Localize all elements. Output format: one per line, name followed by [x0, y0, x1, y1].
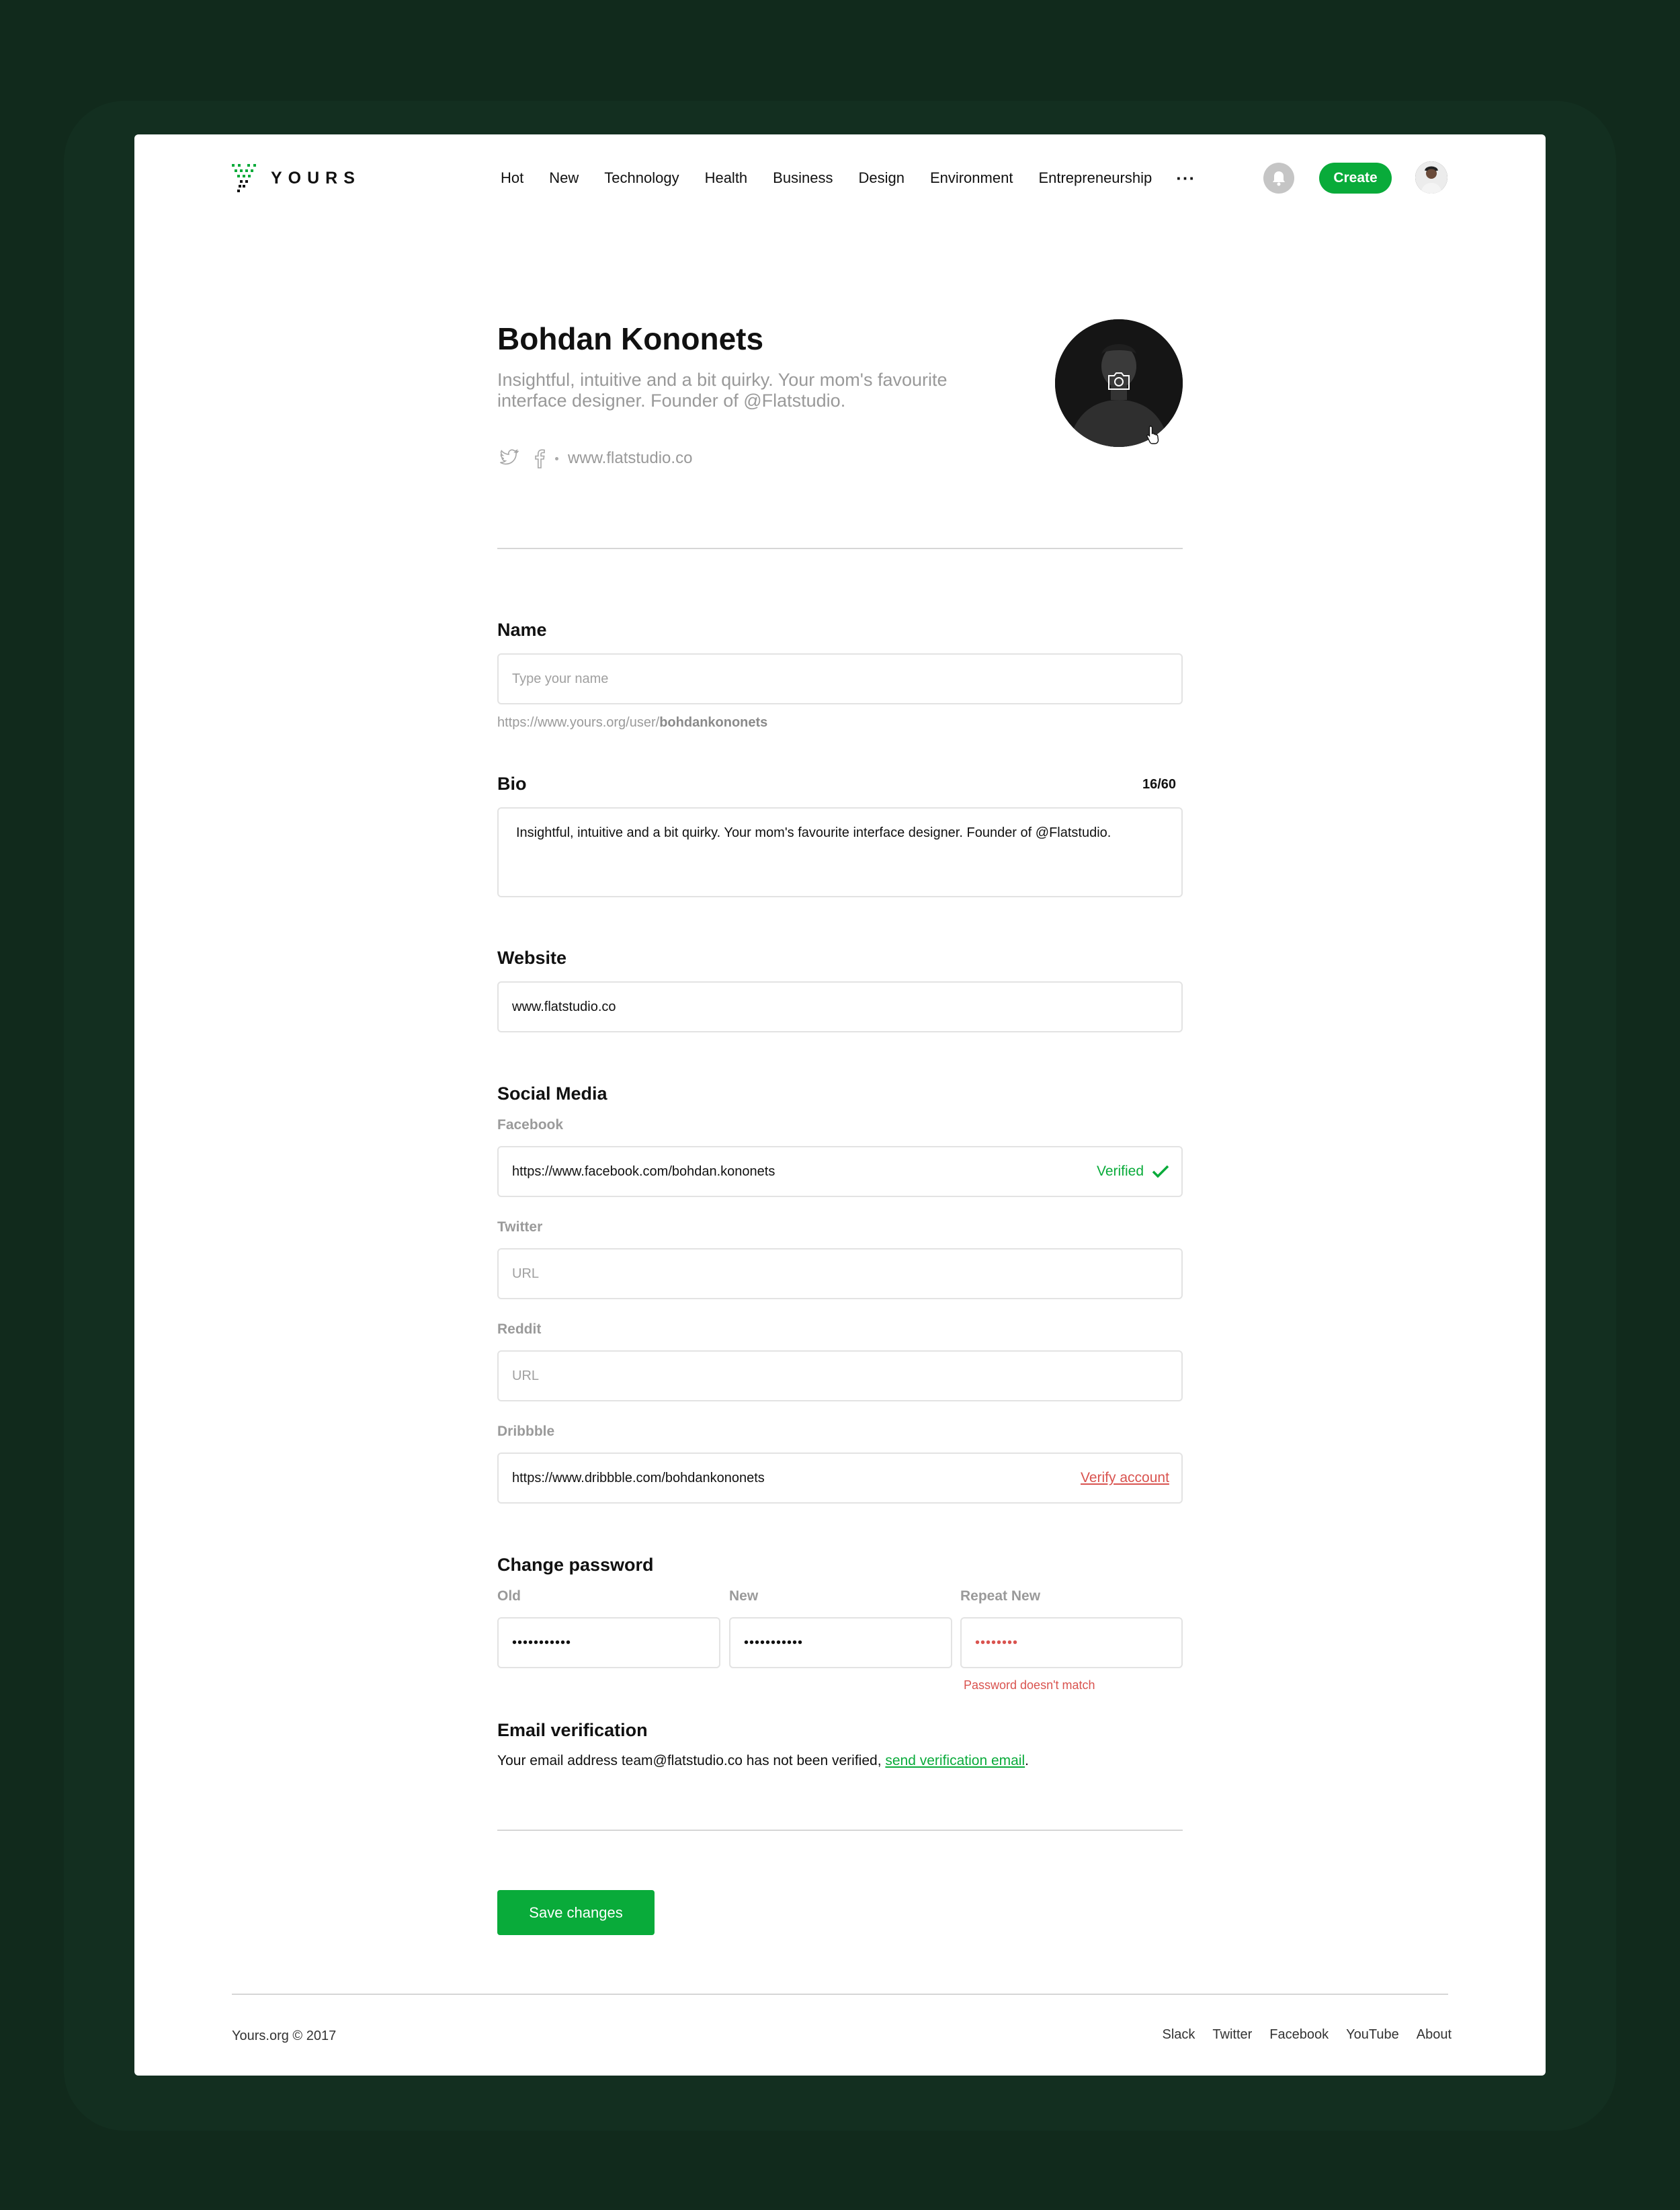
bio-character-counter: 16/60 — [1142, 777, 1177, 792]
repeat-password-value: •••••••• — [975, 1635, 1019, 1650]
footer-link-about[interactable]: About — [1416, 2027, 1452, 2042]
profile-website-link[interactable]: www.flatstudio.co — [568, 449, 693, 467]
dribbble-url-input[interactable] — [497, 1452, 1183, 1504]
profile-url-prefix: https://www.yours.org/user/ — [497, 715, 660, 730]
nav-item-environment[interactable]: Environment — [929, 169, 1013, 186]
profile-name: Bohdan Kononets — [497, 321, 764, 356]
settings-card — [134, 134, 1546, 2076]
camera-icon[interactable] — [1107, 371, 1131, 391]
nav-item-hot[interactable]: Hot — [501, 169, 524, 186]
create-button[interactable]: Create — [1319, 163, 1392, 194]
footer-links — [1144, 2027, 1452, 2043]
nav-item-entrepreneurship[interactable]: Entrepreneurship — [1038, 169, 1152, 186]
logo[interactable] — [232, 163, 361, 194]
website-input[interactable] — [497, 981, 1183, 1032]
repeat-password-label: Repeat New — [960, 1588, 1041, 1604]
facebook-url-input[interactable] — [497, 1146, 1183, 1197]
send-verification-email-link[interactable]: send verification email — [885, 1753, 1025, 1768]
top-navigation — [134, 134, 1546, 222]
yours-logo-icon — [232, 164, 256, 192]
profile-bio: Insightful, intuitive and a bit quirky. Your mom's favourite interface designer. Founder of @Flatstudio. — [497, 370, 948, 411]
password-mismatch-error: Password doesn't match — [964, 1678, 1095, 1692]
brand-name: YOURS — [271, 168, 361, 188]
social-media-label: Social Media — [497, 1083, 607, 1104]
facebook-verified-badge — [1097, 1163, 1169, 1180]
separator-dot — [555, 457, 558, 460]
new-password-label: New — [729, 1588, 759, 1604]
cursor-hand-icon — [1146, 425, 1162, 445]
profile-divider — [497, 548, 1183, 549]
old-password-label: Old — [497, 1588, 521, 1604]
facebook-icon[interactable] — [531, 448, 548, 468]
footer-link-slack[interactable]: Slack — [1162, 2027, 1195, 2042]
profile-url-hint — [497, 715, 767, 731]
nav-item-business[interactable]: Business — [773, 169, 833, 186]
profile-url-slug: bohdankononets — [659, 715, 768, 730]
more-menu-icon[interactable]: ··· — [1176, 168, 1196, 188]
notifications-button[interactable] — [1263, 163, 1294, 194]
profile-links — [497, 445, 692, 472]
footer-divider — [232, 1994, 1448, 1995]
email-status-period: . — [1025, 1753, 1029, 1768]
checkmark-icon — [1152, 1164, 1169, 1179]
nav-item-health[interactable]: Health — [704, 169, 748, 186]
old-password-value: ••••••••••• — [512, 1635, 572, 1650]
copyright: Yours.org © 2017 — [232, 2029, 337, 2043]
footer-link-youtube[interactable]: YouTube — [1346, 2027, 1399, 2042]
footer-link-facebook[interactable]: Facebook — [1269, 2027, 1329, 2042]
verify-account-link[interactable]: Verify account — [1081, 1470, 1169, 1485]
user-avatar[interactable] — [1415, 161, 1447, 194]
new-password-value: ••••••••••• — [744, 1635, 804, 1650]
bio-label: Bio — [497, 774, 527, 794]
email-verification-label: Email verification — [497, 1720, 648, 1740]
dribbble-label: Dribbble — [497, 1424, 555, 1439]
name-input[interactable] — [497, 653, 1183, 704]
reddit-url-input[interactable] — [497, 1350, 1183, 1401]
verified-text: Verified — [1097, 1163, 1144, 1179]
bio-textarea-value: Insightful, intuitive and a bit quirky. Your mom's favourite interface designer. Founder of @Flatstudio. — [516, 825, 1111, 840]
new-password-input[interactable] — [729, 1617, 952, 1668]
change-password-label: Change password — [497, 1555, 654, 1575]
bell-icon — [1271, 170, 1286, 186]
category-nav — [501, 165, 1195, 192]
repeat-password-input[interactable] — [960, 1617, 1183, 1668]
email-verification-text — [497, 1753, 1029, 1769]
twitter-url-input[interactable] — [497, 1248, 1183, 1299]
save-changes-button[interactable]: Save changes — [497, 1890, 655, 1935]
website-label: Website — [497, 948, 567, 968]
facebook-label: Facebook — [497, 1117, 564, 1133]
nav-item-new[interactable]: New — [549, 169, 579, 186]
email-status-text: Your email address team@flatstudio.co has not been verified, — [497, 1753, 886, 1768]
bio-textarea[interactable] — [497, 807, 1183, 897]
twitter-label: Twitter — [497, 1219, 543, 1235]
footer-link-twitter[interactable]: Twitter — [1212, 2027, 1253, 2042]
nav-item-design[interactable]: Design — [858, 169, 905, 186]
old-password-input[interactable] — [497, 1617, 720, 1668]
twitter-icon[interactable] — [497, 449, 519, 468]
form-divider — [497, 1830, 1183, 1831]
nav-item-technology[interactable]: Technology — [604, 169, 679, 186]
reddit-label: Reddit — [497, 1321, 542, 1337]
avatar-image — [1415, 161, 1447, 194]
name-label: Name — [497, 620, 547, 640]
